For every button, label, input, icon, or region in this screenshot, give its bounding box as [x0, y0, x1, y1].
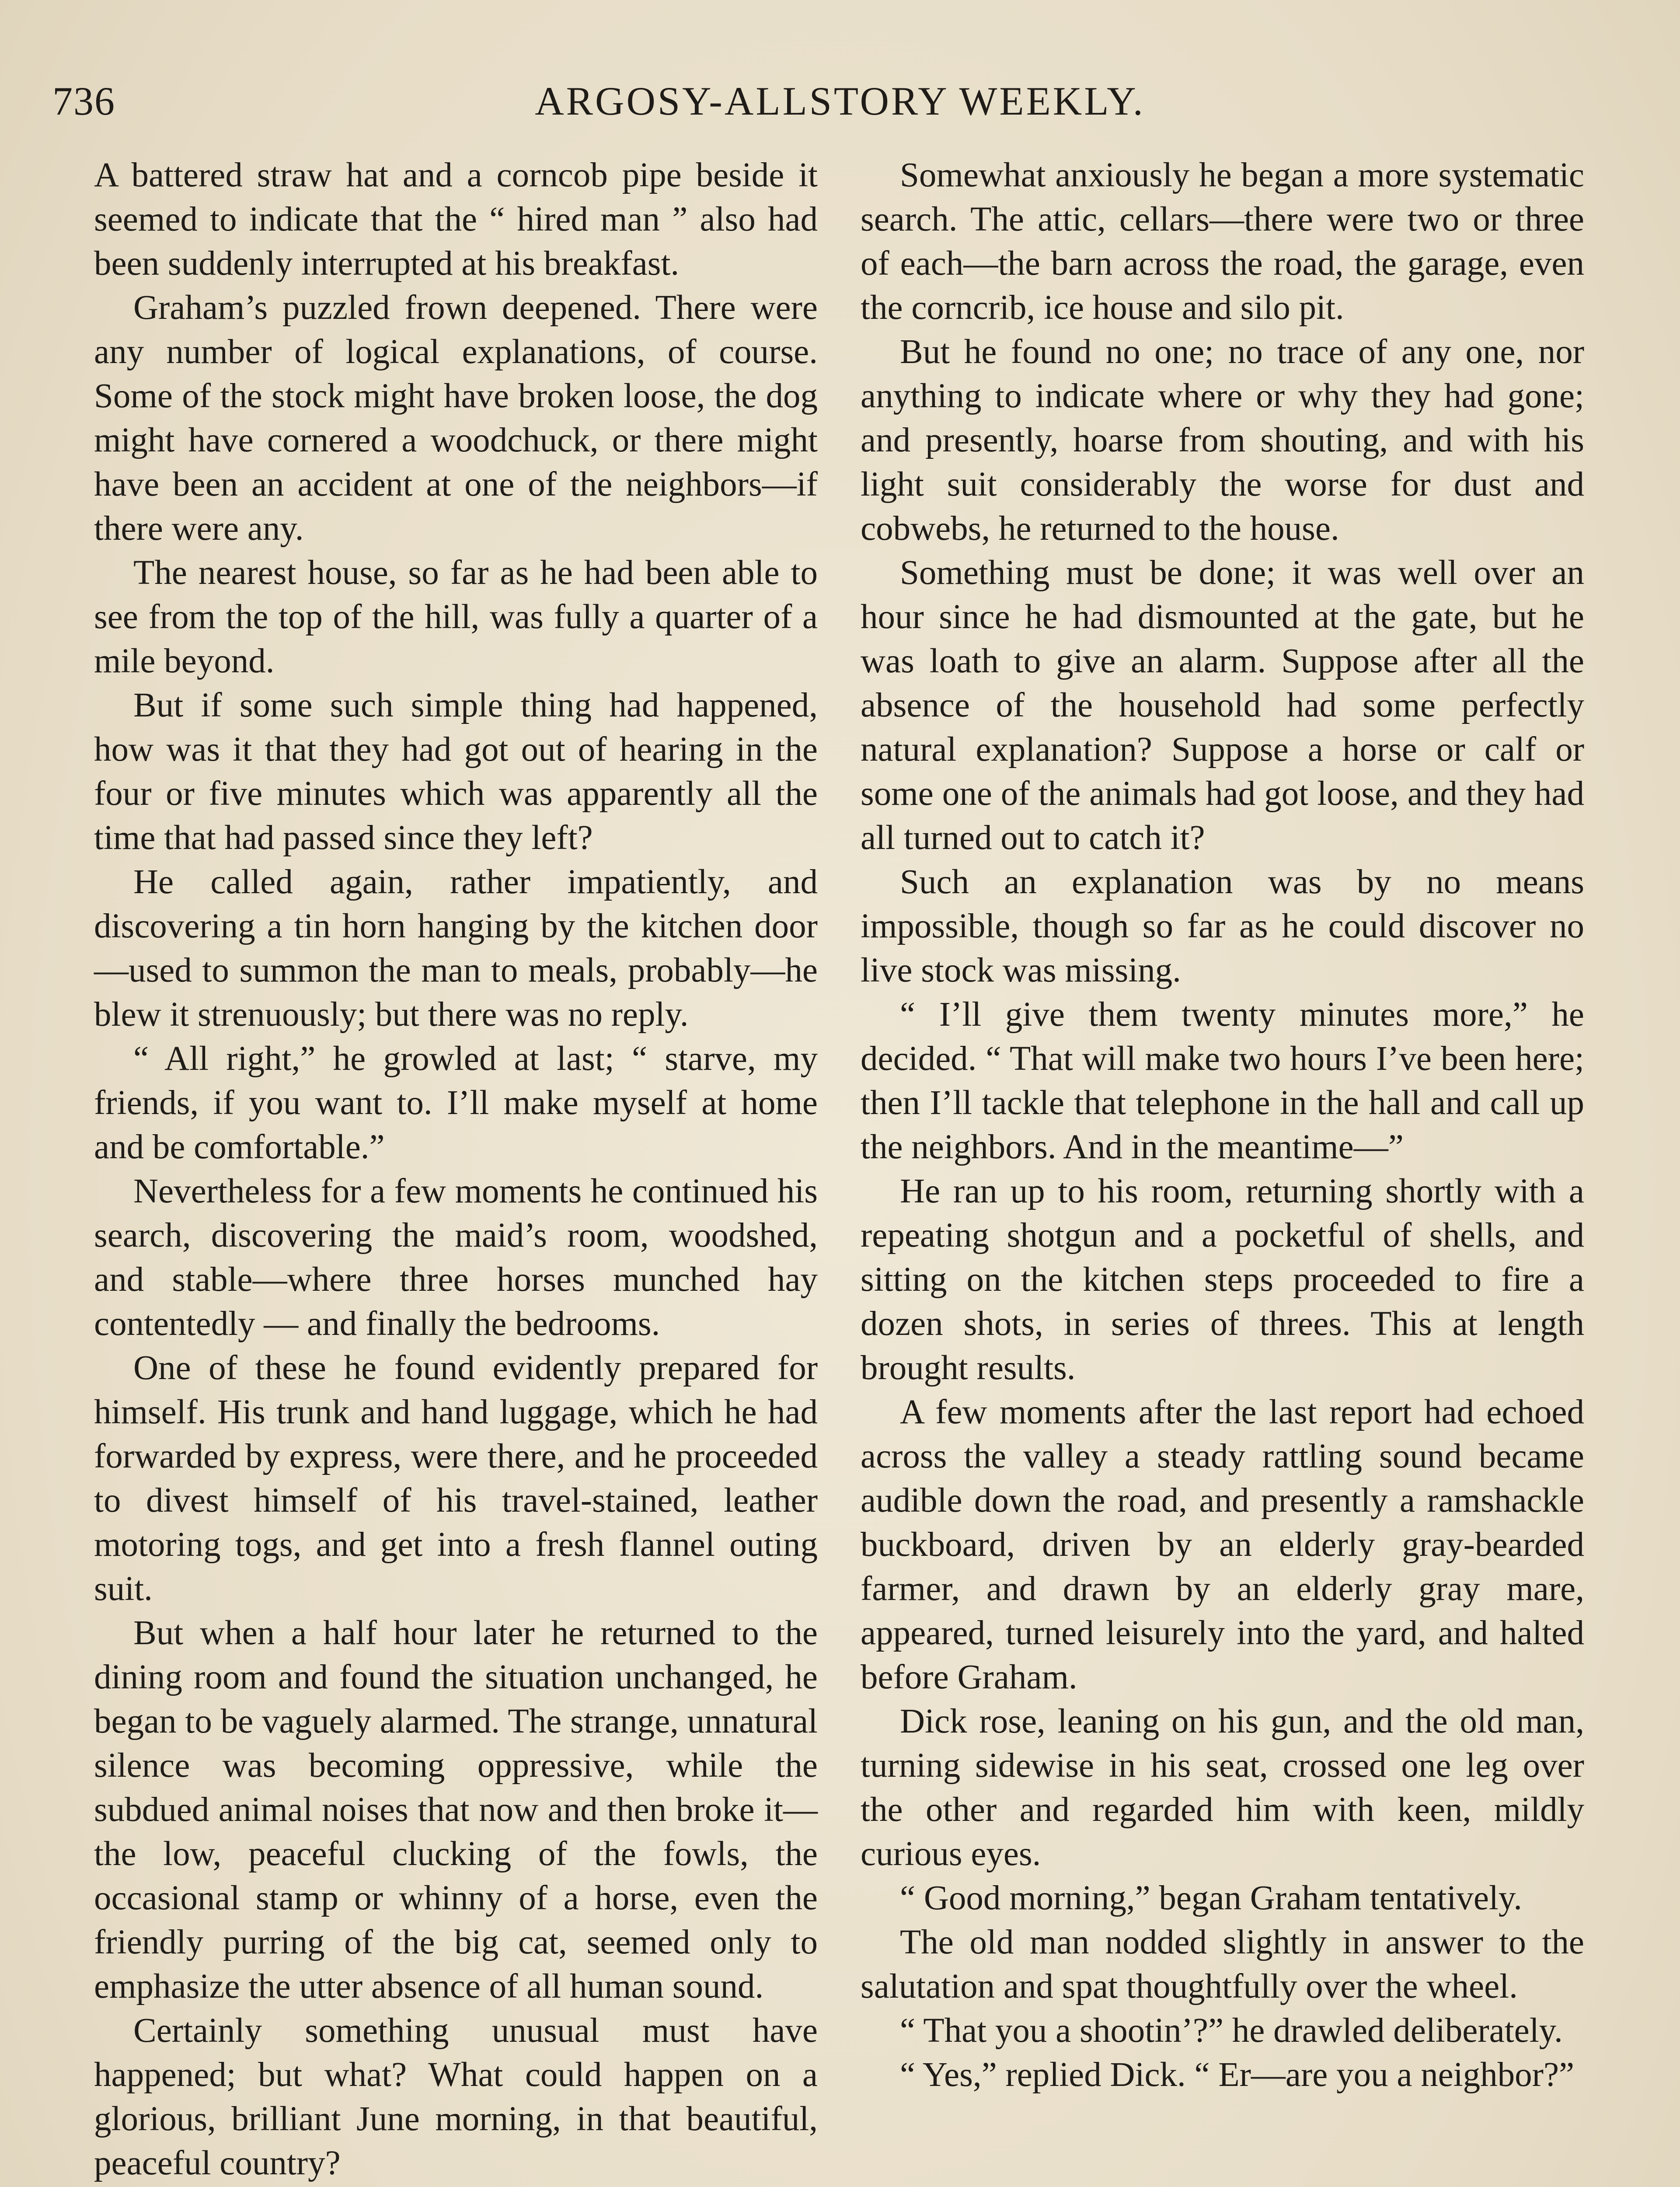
- paragraph: A battered straw hat and a corncob pipe beside it seemed to indicate that the “ hired man ” also had been suddenly interrupted at his breakfast.: [94, 156, 818, 283]
- paragraph: Certainly something unusual must have happened; but what? What could happen on a glorious, brilliant June morning, in that beautiful, peaceful country?: [94, 2012, 818, 2182]
- paragraph: The old man nodded slightly in answer to the salutation and spat thoughtfully over the wheel.: [861, 1923, 1584, 2005]
- paragraph: Somewhat anxiously he began a more systematic search. The attic, cellars—there were two or three of each—the barn across the road, the garage, even the corncrib, ice house and silo pit.: [861, 156, 1584, 327]
- paragraph: But if some such simple thing had happened, how was it that they had got out of hearing in the four or five minutes which was apparently all the time that had passed since they left?: [94, 686, 818, 857]
- paragraph: “ Good morning,” began Graham tentatively.: [900, 1879, 1523, 1917]
- paragraph: Graham’s puzzled frown deepened. There were any number of logical explanations, of course. Some of the stock might have broken loose, the dog might have cornered a woodchuck, or there might have been an accident at one of the neighbors—if there were any.: [94, 289, 818, 548]
- paragraph: “ That you a shootin’?” he drawled deliberately.: [900, 2012, 1563, 2050]
- paragraph: “ Yes,” replied Dick. “ Er—are you a neighbor?”: [900, 2056, 1575, 2094]
- right-column: [861, 153, 1584, 2097]
- paragraph: He ran up to his room, returning shortly with a repeating shotgun and a pocketful of shells, and sitting on the kitchen steps proceeded to fire a dozen shots, in series of threes. This at length brought results.: [861, 1172, 1584, 1387]
- paragraph: But he found no one; no trace of any one, nor anything to indicate where or why they had gone; and presently, hoarse from shouting, and with his light suit considerably the worse for dust and cobwebs, he returned to the house.: [861, 333, 1584, 548]
- paragraph: He called again, rather impatiently, and discovering a tin horn hanging by the kitchen door—used to summon the man to meals, probably—he blew it strenuously; but there was no reply.: [94, 863, 818, 1034]
- page-number: 736: [52, 79, 115, 123]
- paragraph: Something must be done; it was well over an hour since he had dismounted at the gate, but he was loath to give an alarm. Suppose after all the absence of the household had some perfectly natural explanation? Suppose a horse or calf or some one of the animals had got loose, and they had all turned out to catch it?: [861, 554, 1584, 857]
- paragraph: The nearest house, so far as he had been able to see from the top of the hill, was fully a quarter of a mile beyond.: [94, 554, 818, 680]
- paragraph: “ I’ll give them twenty minutes more,” he decided. “ That will make two hours I’ve been here; then I’ll tackle that telephone in the hall and call up the neighbors. And in the meantime—”: [861, 996, 1584, 1166]
- paragraph: Dick rose, leaning on his gun, and the old man, turning sidewise in his seat, crossed one leg over the other and regarded him with keen, mildly curious eyes.: [861, 1702, 1584, 1873]
- running-head: ARGOSY-ALLSTORY WEEKLY.: [535, 79, 1145, 123]
- paragraph: Nevertheless for a few moments he continued his search, discovering the maid’s room, woodshed, and stable—where three horses munched hay contentedly — and finally the bedrooms.: [94, 1172, 818, 1343]
- paragraph: A few moments after the last report had echoed across the valley a steady rattling sound became audible down the road, and presently a ramshackle buckboard, driven by an elderly gray-bearded farmer, and drawn by an elderly gray mare, appeared, turned leisurely into the yard, and halted before Graham.: [861, 1393, 1584, 1696]
- paragraph: One of these he found evidently prepared for himself. His trunk and hand luggage, which he had forwarded by express, were there, and he proceeded to divest himself of his travel-stained, leather motoring togs, and get into a fresh flannel outing suit.: [94, 1349, 818, 1608]
- paragraph: “ All right,” he growled at last; “ starve, my friends, if you want to. I’ll make myself at home and be comfortable.”: [94, 1040, 818, 1166]
- paragraph: Such an explanation was by no means impossible, though so far as he could discover no live stock was missing.: [861, 863, 1584, 989]
- paragraph: But when a half hour later he returned to the dining room and found the situation unchanged, he began to be vaguely alarmed. The strange, unnatural silence was becoming oppressive, while the subdued animal noises that now and then broke it—the low, peaceful clucking of the fowls, the occasional stamp or whinny of a horse, even the friendly purring of the big cat, seemed only to emphasize the utter absence of all human sound.: [94, 1614, 818, 2005]
- left-column: [94, 153, 818, 2185]
